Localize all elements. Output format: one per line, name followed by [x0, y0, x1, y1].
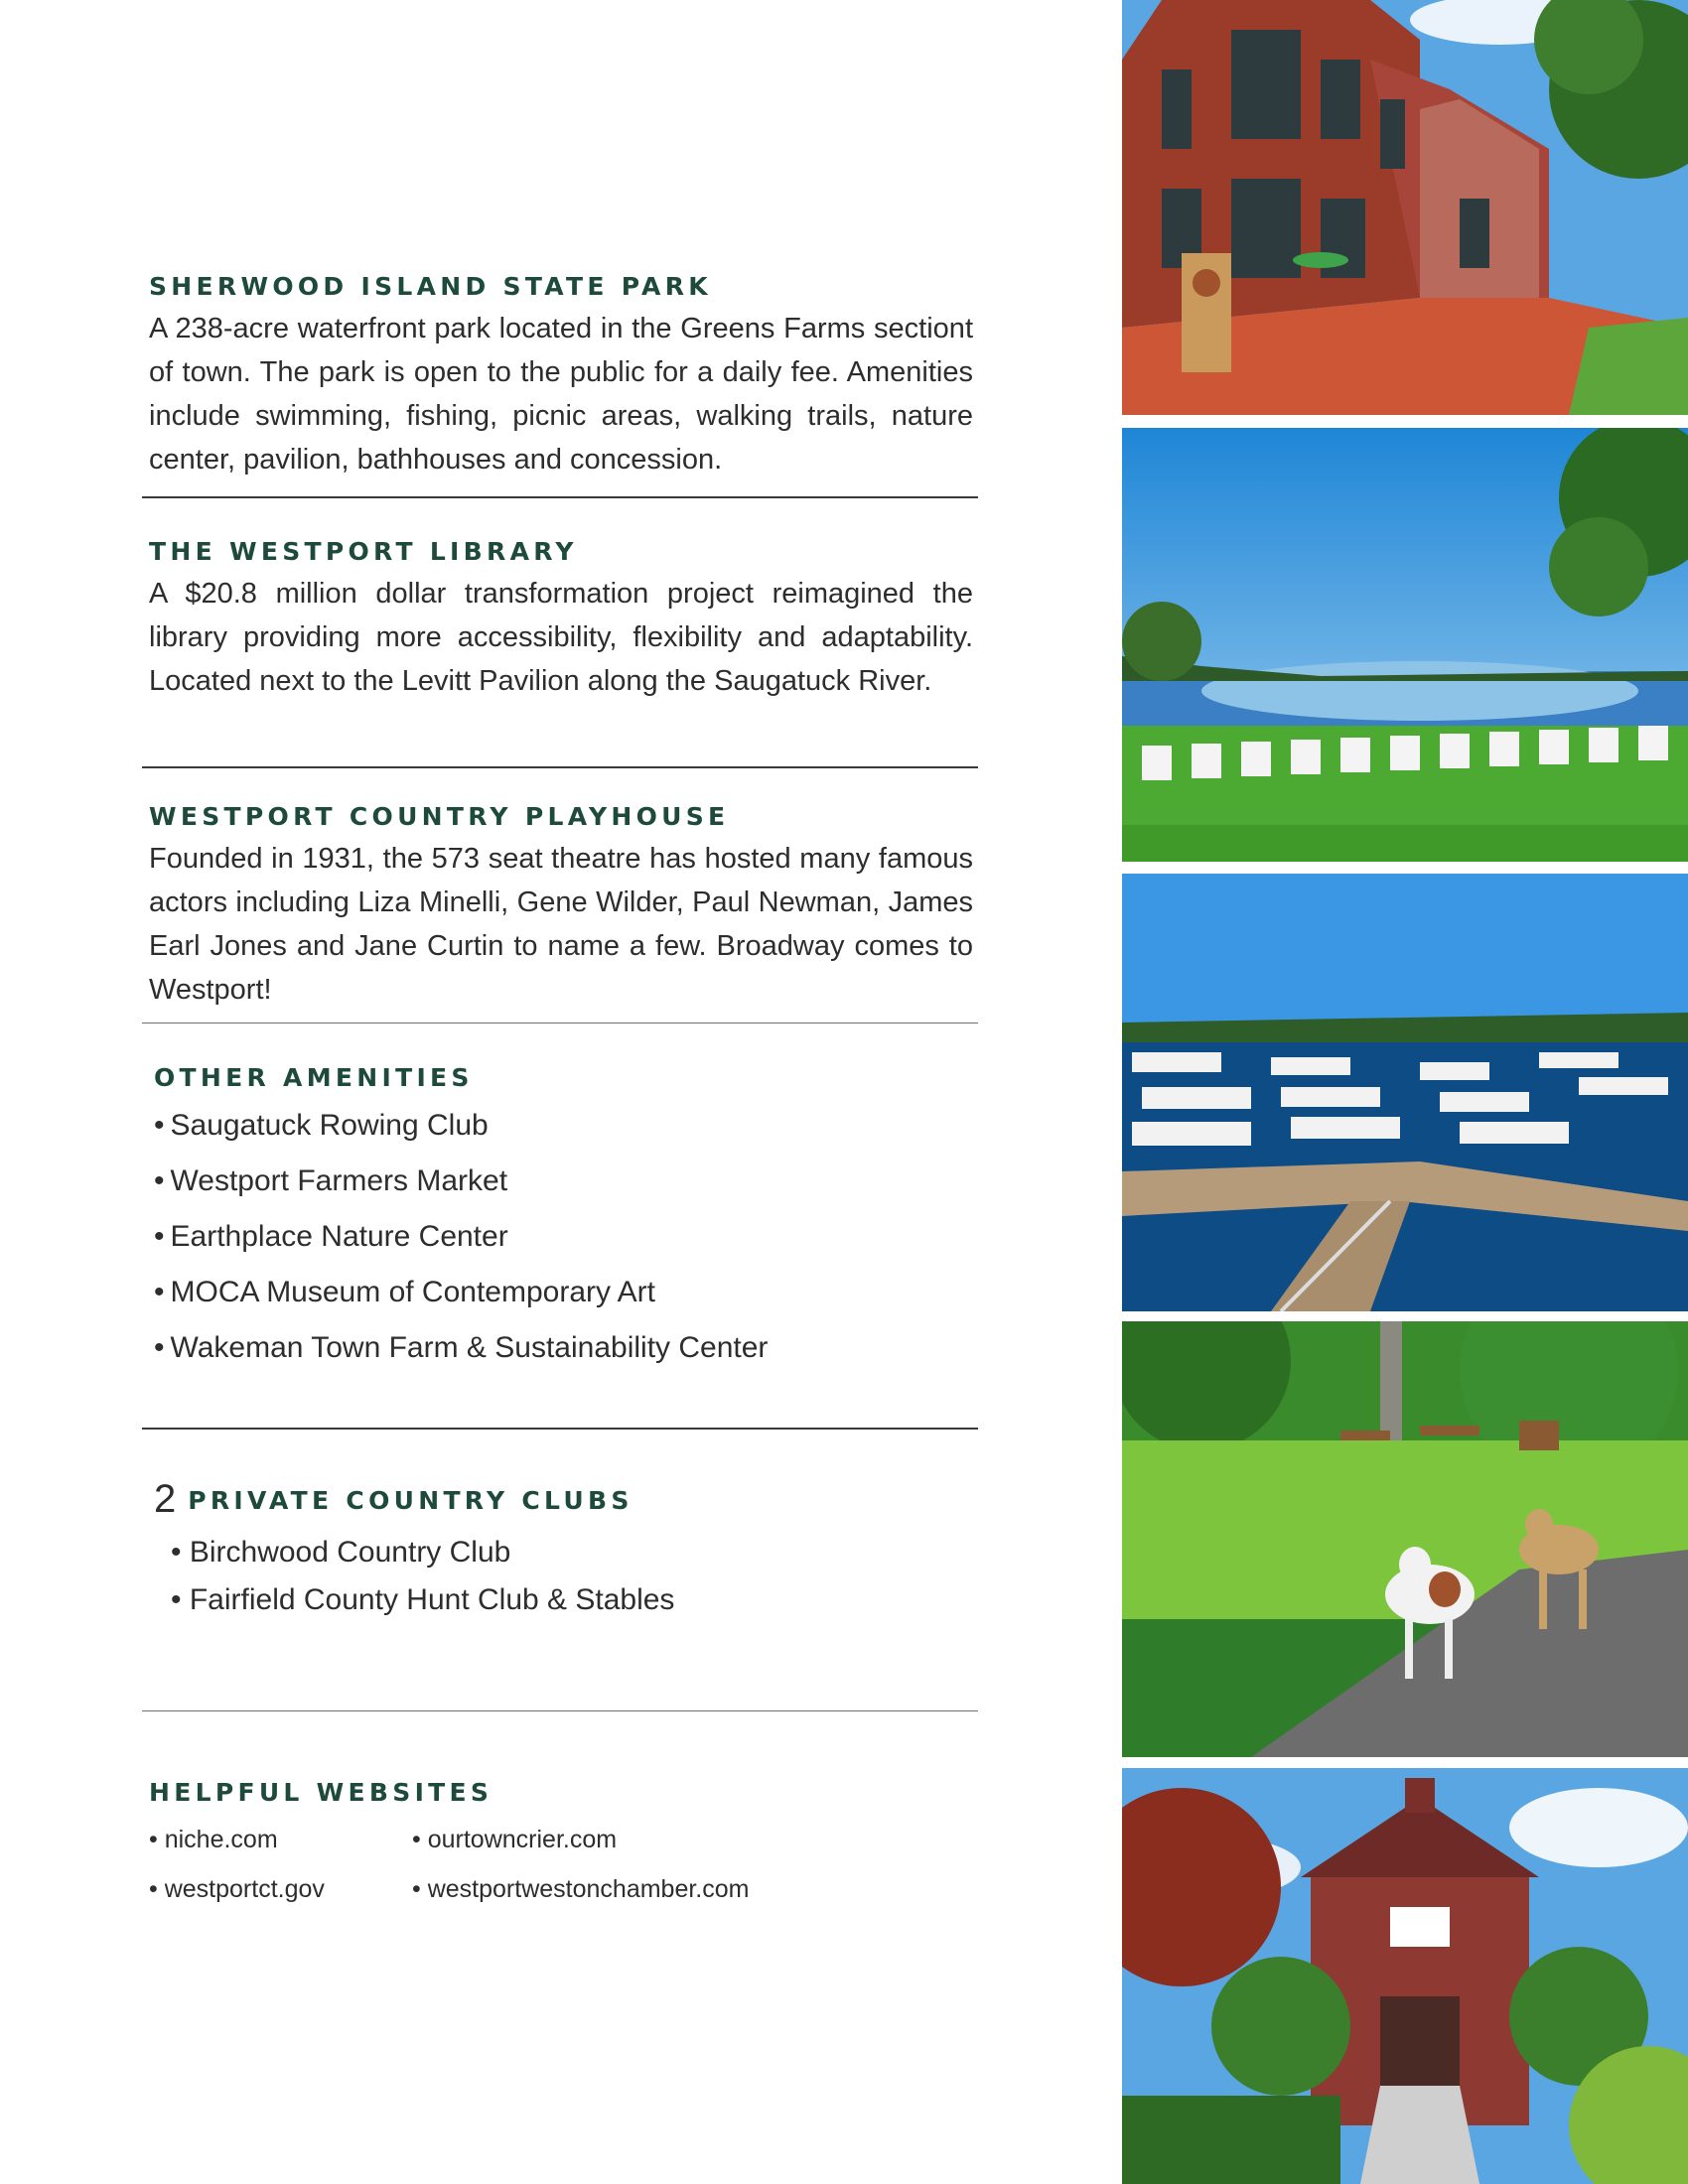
clubs-list — [171, 1529, 978, 1624]
list-item: • Earthplace Nature Center — [154, 1220, 508, 1253]
divider — [142, 1428, 978, 1430]
marina-photo — [1122, 874, 1688, 1311]
clubs-count: 2 — [154, 1477, 177, 1521]
list-item: • Westport Farmers Market — [154, 1164, 508, 1197]
website-link[interactable]: • westportct.gov — [149, 1875, 325, 1903]
websites-list — [149, 1815, 973, 1914]
playhouse-heading: WESTPORT COUNTRY PLAYHOUSE — [149, 802, 730, 831]
section-websites — [149, 1780, 973, 1914]
divider — [142, 1023, 978, 1024]
section-sherwood — [149, 274, 973, 481]
divider — [142, 1710, 978, 1711]
section-clubs — [154, 1479, 978, 1624]
list-item: • Saugatuck Rowing Club — [154, 1109, 489, 1142]
section-library — [149, 539, 973, 703]
beach-chairs-photo — [1122, 428, 1688, 862]
sherwood-heading: SHERWOOD ISLAND STATE PARK — [149, 272, 712, 301]
park-dogs-photo — [1122, 1321, 1688, 1757]
photo-column — [1122, 0, 1688, 2184]
library-body: A $20.8 million dollar transformation project reimagined the library providing more accessibility, flexibility and adaptability. Located next to the Levitt Pavilion along the Saugatuck River. — [149, 578, 973, 697]
playhouse-photo — [1122, 1768, 1688, 2184]
website-link[interactable]: • westportwestonchamber.com — [412, 1875, 750, 1903]
amenities-heading: OTHER AMENITIES — [154, 1063, 474, 1092]
clubs-header — [154, 1479, 978, 1519]
playhouse-body: Founded in 1931, the 573 seat theatre has hosted many famous actors including Liza Minelli, Gene Wilder, Paul Newman, James Earl Jones and Jane Curtin to name a few. Broadway comes to Westport! — [149, 843, 973, 1006]
divider — [142, 496, 978, 498]
section-playhouse — [149, 804, 973, 1012]
sherwood-body: A 238-acre waterfront park located in the Greens Farms sectiont of town. The park is open to the public for a daily fee. Amenities include swimming, fishing, picnic areas, walking trails, nature center, pavilion, bathhouses and concession. — [149, 313, 973, 476]
divider — [142, 766, 978, 768]
library-heading: THE WESTPORT LIBRARY — [149, 537, 578, 566]
clubs-heading: PRIVATE COUNTRY CLUBS — [188, 1486, 633, 1515]
section-amenities — [154, 1065, 978, 1376]
websites-heading: HELPFUL WEBSITES — [149, 1778, 493, 1807]
amenities-list — [154, 1098, 978, 1376]
list-item: • MOCA Museum of Contemporary Art — [154, 1276, 656, 1308]
website-link[interactable]: • niche.com — [149, 1826, 278, 1853]
website-link[interactable]: • ourtowncrier.com — [412, 1826, 618, 1853]
list-item: • Wakeman Town Farm & Sustainability Center — [154, 1331, 769, 1364]
brick-courtyard-photo — [1122, 0, 1688, 415]
list-item: • Fairfield County Hunt Club & Stables — [171, 1583, 675, 1616]
list-item: • Birchwood Country Club — [171, 1536, 511, 1569]
